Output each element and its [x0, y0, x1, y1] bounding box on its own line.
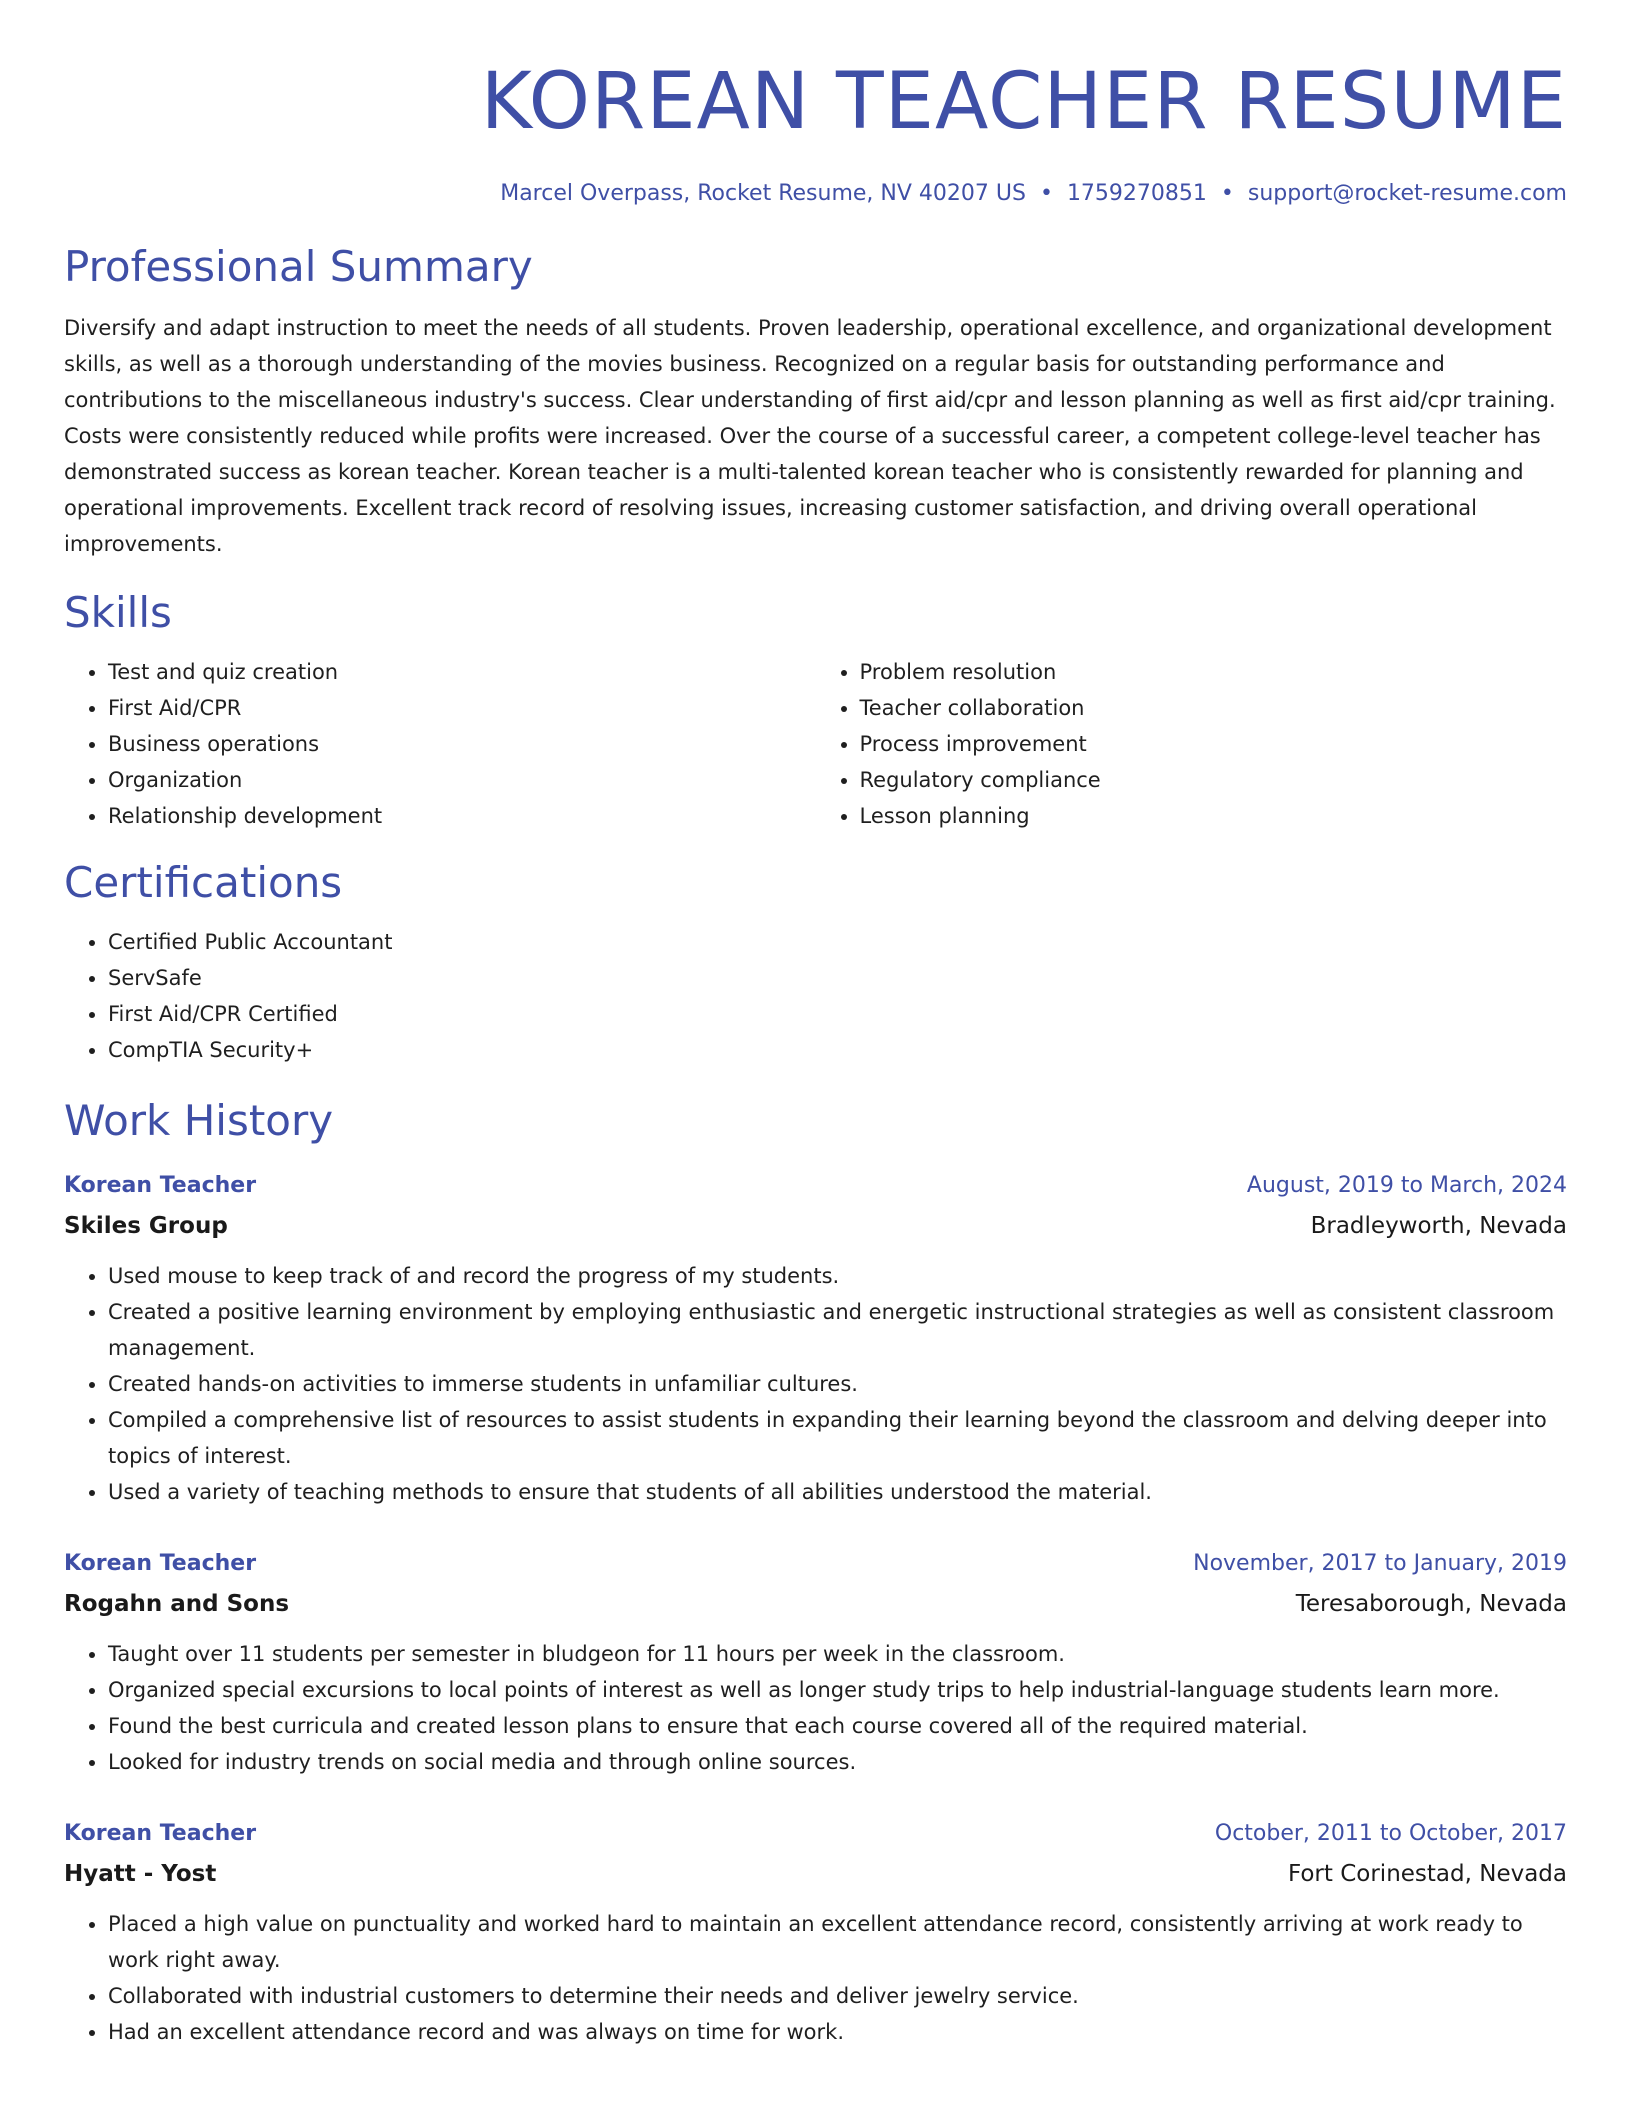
skill-item: • Teacher collaboration [860, 690, 1568, 726]
job-title: Korean Teacher [64, 1173, 257, 1198]
job-header [64, 1166, 1567, 1206]
job-bullet: • Organized special excursions to local points of interest as well as longer study trips to help industrial-language students learn more. [108, 1672, 1567, 1708]
job-bullet: • Created a positive learning environment by employing enthusiastic and energetic instructional strategies as well as consistent classroom management. [108, 1294, 1567, 1366]
job-bullet: • Taught over 11 students per semester in bludgeon for 11 hours per week in the classroom. [108, 1636, 1567, 1672]
summary-heading: Professional Summary [64, 242, 533, 291]
job-location: Fort Corinestad, Nevada [1287, 1861, 1567, 1887]
contact-separator: • [1220, 181, 1234, 206]
job-company: Rogahn and Sons [64, 1591, 290, 1617]
job-dates: October, 2011 to October, 2017 [1214, 1821, 1567, 1846]
job-entry [64, 1544, 1567, 1780]
skill-item: • Test and quiz creation [108, 654, 816, 690]
job-bullet: • Compiled a comprehensive list of resources to assist students in expanding their learning beyond the classroom and delving deeper into topics of interest. [108, 1402, 1567, 1474]
resume-title: KOREAN TEACHER RESUME [480, 57, 1567, 147]
skills-list-right [816, 654, 1568, 834]
certification-item: • ServSafe [108, 960, 1567, 996]
job-entry [64, 1814, 1567, 2050]
skill-item: • Regulatory compliance [860, 762, 1568, 798]
skill-item: • Problem resolution [860, 654, 1568, 690]
job-bullet: • Used mouse to keep track of and record the progress of my students. [108, 1258, 1567, 1294]
job-location: Bradleyworth, Nevada [1310, 1213, 1567, 1239]
skill-item: • First Aid/CPR [108, 690, 816, 726]
certification-item: • First Aid/CPR Certified [108, 996, 1567, 1032]
skills-list-left [64, 654, 816, 834]
job-company: Skiles Group [64, 1213, 228, 1239]
work-history-section [64, 1094, 1567, 2050]
job-bullet: • Placed a high value on punctuality and worked hard to maintain an excellent attendance record, consistently arriving at work ready to work right away. [108, 1906, 1567, 1978]
skill-item: • Relationship development [108, 798, 816, 834]
contact-line [64, 176, 1567, 212]
job-company: Hyatt - Yost [64, 1861, 217, 1887]
skill-item: • Process improvement [860, 726, 1568, 762]
contact-phone[interactable]: 1759270851 [1066, 181, 1207, 206]
job-location: Teresaborough, Nevada [1295, 1591, 1567, 1617]
job-title: Korean Teacher [64, 1821, 257, 1846]
job-bullet: • Created hands-on activities to immerse students in unfamiliar cultures. [108, 1366, 1567, 1402]
job-header [64, 1814, 1567, 1854]
job-dates: August, 2019 to March, 2024 [1246, 1173, 1567, 1198]
job-bullet: • Had an excellent attendance record and was always on time for work. [108, 2014, 1567, 2050]
job-bullet: • Used a variety of teaching methods to ensure that students of all abilities understood the material. [108, 1474, 1567, 1510]
job-bullets [64, 1636, 1567, 1780]
certification-item: • CompTIA Security+ [108, 1032, 1567, 1068]
certifications-list [64, 924, 1567, 1068]
job-dates: November, 2017 to January, 2019 [1193, 1551, 1567, 1576]
contact-separator: • [1039, 181, 1053, 206]
work-history-heading: Work History [64, 1096, 334, 1145]
job-bullet: • Found the best curricula and created lesson plans to ensure that each course covered all of the required material. [108, 1708, 1567, 1744]
certifications-section [64, 856, 1567, 1068]
skills-section [64, 586, 1567, 834]
job-bullet: • Collaborated with industrial customers to determine their needs and deliver jewelry service. [108, 1978, 1567, 2014]
resume-page [64, 0, 1567, 2050]
job-entry [64, 1166, 1567, 1510]
job-title: Korean Teacher [64, 1551, 257, 1576]
summary-text: Diversify and adapt instruction to meet the needs of all students. Proven leadership, operational excellence, and organizational development skills, as well as a thorough understanding of the movies business. Recognized on a regular basis for outstanding performance and contributions to the miscellaneous industry's success. Clear understanding of first aid/cpr and lesson planning as well as first aid/cpr training. Costs were consistently reduced while profits were increased. Over the course of a successful career, a competent college-level teacher has demonstrated success as korean teacher. Korean teacher is a multi-talented korean teacher who is consistently rewarded for planning and operational improvements. Excellent track record of resolving issues, increasing customer satisfaction, and driving overall operational improvements. [64, 316, 1556, 556]
job-subheader [64, 1584, 1567, 1624]
summary-section [64, 240, 1567, 562]
job-subheader [64, 1206, 1567, 1246]
job-bullet: • Looked for industry trends on social media and through online sources. [108, 1744, 1567, 1780]
job-bullets [64, 1906, 1567, 2050]
skills-heading: Skills [64, 588, 172, 637]
skills-columns [64, 654, 1567, 834]
contact-address: Marcel Overpass, Rocket Resume, NV 40207 US [500, 181, 1026, 206]
job-header [64, 1544, 1567, 1584]
skill-item: • Business operations [108, 726, 816, 762]
job-bullets [64, 1258, 1567, 1510]
certification-item: • Certified Public Accountant [108, 924, 1567, 960]
contact-email[interactable]: support@rocket-resume.com [1247, 181, 1567, 206]
skill-item: • Lesson planning [860, 798, 1568, 834]
skill-item: • Organization [108, 762, 816, 798]
certifications-heading: Certifications [64, 858, 343, 907]
job-subheader [64, 1854, 1567, 1894]
